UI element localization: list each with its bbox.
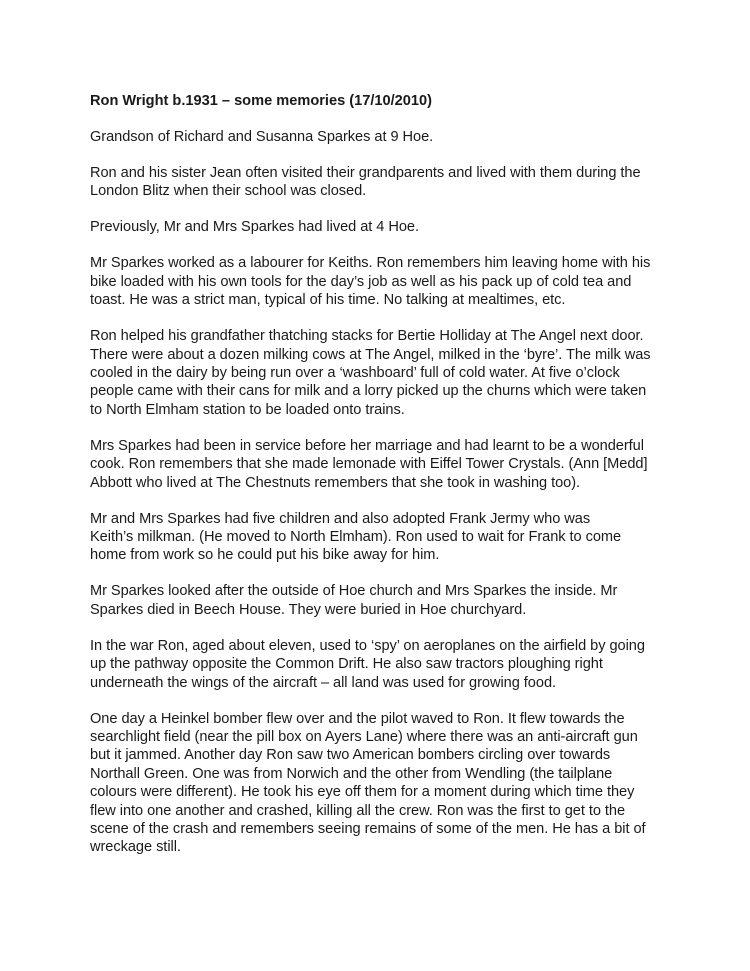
paragraph-line: home from work so he could put his bike away for him. bbox=[90, 547, 440, 564]
paragraph-line: cooled in the dairy by being run over a ‘washboard’ full of cold water. At five o’clock bbox=[90, 364, 620, 381]
paragraph-list bbox=[90, 128, 675, 857]
paragraph-line: searchlight field (near the pill box on Ayers Lane) where there was an anti-aircraft gun bbox=[90, 729, 638, 745]
paragraph bbox=[90, 128, 675, 146]
paragraph bbox=[90, 254, 675, 309]
paragraph-line: Ron and his sister Jean often visited their grandparents and lived with them during the bbox=[90, 164, 641, 181]
paragraph-line: up the pathway opposite the Common Drift. He also saw tractors ploughing right bbox=[90, 656, 603, 673]
paragraph bbox=[90, 437, 675, 492]
paragraph-line: Keith’s milkman. (He moved to North Elmham). Ron used to wait for Frank to come bbox=[90, 528, 622, 545]
paragraph-line: Mrs Sparkes had been in service before her marriage and had learnt to be a wonderful bbox=[90, 437, 644, 454]
paragraph-line: Ron helped his grandfather thatching stacks for Bertie Holliday at The Angel next door. bbox=[90, 328, 644, 345]
paragraph-line: underneath the wings of the aircraft – all land was used for growing food. bbox=[90, 674, 557, 691]
paragraph bbox=[90, 327, 675, 419]
document-title: Ron Wright b.1931 – some memories (17/10/2010) bbox=[90, 93, 433, 109]
paragraph-line: Mr Sparkes worked as a labourer for Keiths. Ron remembers him leaving home with his bbox=[90, 255, 651, 272]
paragraph-line: colours were different). He took his eye off them for a moment during which time they bbox=[90, 784, 635, 801]
paragraph-line: people came with their cans for milk and a lorry picked up the churns which were taken bbox=[90, 383, 647, 400]
paragraph-line: wreckage still. bbox=[90, 839, 181, 856]
paragraph-line: There were about a dozen milking cows at The Angel, milked in the ‘byre’. The milk was bbox=[90, 346, 651, 363]
paragraph-line: Sparkes died in Beech House. They were buried in Hoe churchyard. bbox=[90, 601, 527, 618]
paragraph bbox=[90, 164, 675, 201]
paragraph-line: Northall Green. One was from Norwich and the other from Wendling (the tailplane bbox=[90, 765, 613, 782]
paragraph-line: scene of the crash and remembers seeing remains of some of the men. He has a bit of bbox=[90, 821, 646, 838]
paragraph-line: Abbott who lived at The Chestnuts remembers that she took in washing too). bbox=[90, 474, 581, 491]
paragraph bbox=[90, 510, 675, 565]
paragraph bbox=[90, 637, 675, 692]
paragraph-line: Mr and Mrs Sparkes had five children and also adopted Frank Jermy who was bbox=[90, 510, 591, 527]
paragraph-line: Mr Sparkes looked after the outside of Hoe church and Mrs Sparkes the inside. Mr bbox=[90, 583, 618, 600]
document-body bbox=[90, 92, 675, 874]
paragraph-line: toast. He was a strict man, typical of his time. No talking at mealtimes, etc. bbox=[90, 292, 566, 309]
paragraph bbox=[90, 218, 675, 236]
paragraph-line: to North Elmham station to be loaded onto trains. bbox=[90, 401, 405, 418]
paragraph-line: flew into one another and crashed, killing all the crew. Ron was the first to get to the bbox=[90, 802, 626, 819]
paragraph-line: Previously, Mr and Mrs Sparkes had lived at 4 Hoe. bbox=[90, 219, 419, 236]
paragraph-line: cook. Ron remembers that she made lemonade with Eiffel Tower Crystals. (Ann [Medd] bbox=[90, 456, 648, 473]
paragraph-line: In the war Ron, aged about eleven, used to ‘spy’ on aeroplanes on the airfield by going bbox=[90, 637, 645, 654]
paragraph bbox=[90, 582, 675, 619]
paragraph-line: One day a Heinkel bomber flew over and the pilot waved to Ron. It flew towards the bbox=[90, 710, 625, 727]
paragraph-line: Grandson of Richard and Susanna Sparkes at 9 Hoe. bbox=[90, 128, 434, 145]
paragraph-line: bike loaded with his own tools for the day’s job as well as his pack up of cold tea and bbox=[90, 273, 632, 290]
paragraph bbox=[90, 710, 675, 857]
paragraph-line: London Blitz when their school was closed. bbox=[90, 183, 367, 200]
paragraph-line: but it jammed. Another day Ron saw two American bombers circling over towards bbox=[90, 747, 611, 764]
